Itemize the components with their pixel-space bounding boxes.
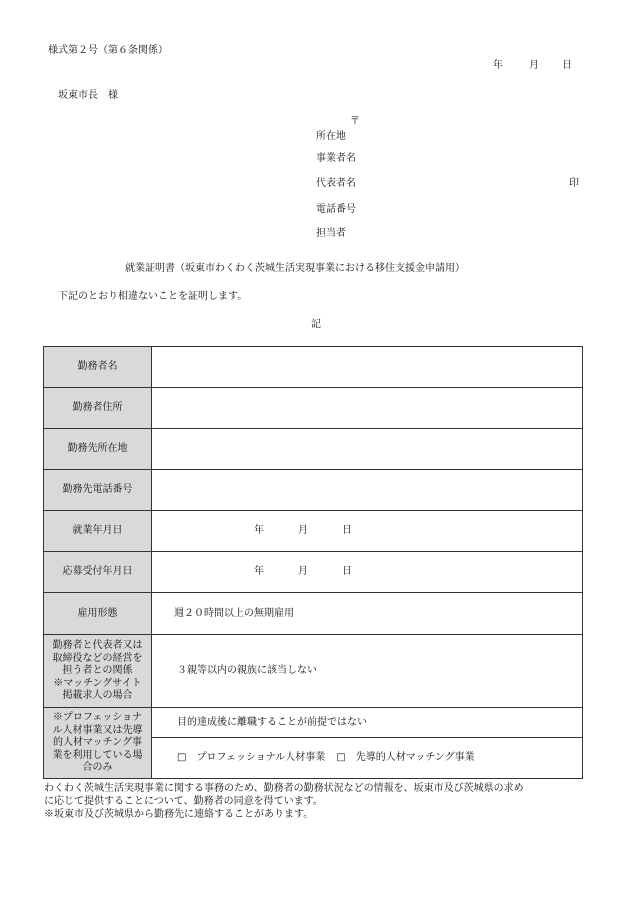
professional-label-line: ※プロフェッショナ <box>52 712 143 724</box>
table-row <box>44 635 583 708</box>
professional-label-line: 的人材マッチング事 <box>53 737 142 749</box>
program-checkboxes <box>152 738 583 779</box>
table-row <box>44 708 583 738</box>
consent-note-line: わくわく茨城生活実現事業に関する事務のため、勤務者の勤務状況などの情報を、坂東市及び茨城県の求め <box>44 783 524 794</box>
worker-name-label: 勤務者名 <box>44 347 152 388</box>
employment-date-month: 月 <box>298 525 308 536</box>
table-row <box>44 347 583 388</box>
professional-label-line: ル人材事業又は先導 <box>52 724 143 736</box>
application-date-field[interactable] <box>152 552 583 593</box>
workplace-address-field[interactable] <box>152 429 583 470</box>
form-number: 様式第２号（第６条関係） <box>48 45 168 56</box>
addressee: 坂東市長 様 <box>58 90 118 101</box>
worker-address-label: 勤務者住所 <box>44 388 152 429</box>
employment-date-label: 就業年月日 <box>44 511 152 552</box>
application-date-label: 応募受付年月日 <box>44 552 152 593</box>
relation-label <box>44 635 152 708</box>
employment-date-year: 年 <box>254 525 264 536</box>
worker-name-field[interactable] <box>152 347 583 388</box>
address-label: 所在地 <box>316 131 346 142</box>
document-title: 就業証明書（坂東市わくわく茨城生活実現事業における移住支援金申請用） <box>125 263 465 274</box>
employment-date-day: 日 <box>342 525 352 536</box>
application-date-month: 月 <box>298 566 308 577</box>
contact-label: 担当者 <box>316 228 346 239</box>
table-row <box>44 470 583 511</box>
worker-address-field[interactable] <box>152 388 583 429</box>
date-day-label: 日 <box>562 60 572 71</box>
professional-talent-checkbox[interactable]: □ プロフェッショナル人材事業 <box>177 752 326 763</box>
professional-label-line: 業を利用している場 <box>52 749 143 761</box>
contact-note-line: ※坂東市及び茨城県から勤務先に連絡することがあります。 <box>44 809 314 820</box>
relation-label-line: 取締役などの経営を <box>52 652 143 664</box>
date-month-label: 月 <box>529 60 539 71</box>
workplace-address-label: 勤務先所在地 <box>44 429 152 470</box>
certification-table <box>43 346 583 779</box>
intro-text: 下記のとおり相違ないことを証明します。 <box>58 291 248 302</box>
relation-label-line: 担う者との関係 <box>62 665 133 677</box>
professional-label-line: 合のみ <box>82 762 113 774</box>
workplace-phone-field[interactable] <box>152 470 583 511</box>
relation-label-line: 勤務者と代表者又は <box>52 640 143 652</box>
professional-condition-value: 目的達成後に離職することが前提ではない <box>152 708 583 738</box>
employment-date-field[interactable] <box>152 511 583 552</box>
table-row <box>44 388 583 429</box>
relation-label-line: 掲載求人の場合 <box>62 690 133 702</box>
relation-value: ３親等以内の親族に該当しない <box>152 635 583 708</box>
application-date-day: 日 <box>342 566 352 577</box>
ki-mark: 記 <box>311 319 321 330</box>
professional-label <box>44 708 152 779</box>
application-date-year: 年 <box>254 566 264 577</box>
employment-type-value: 週２０時間以上の無期雇用 <box>152 593 583 635</box>
seal-mark: 印 <box>569 178 579 189</box>
table-row <box>44 429 583 470</box>
table-row <box>44 552 583 593</box>
leading-talent-matching-checkbox[interactable]: □ 先導的人材マッチング事業 <box>336 752 475 763</box>
business-name-label: 事業者名 <box>316 153 356 164</box>
representative-label: 代表者名 <box>316 178 356 189</box>
table-row <box>44 593 583 635</box>
table-row <box>44 511 583 552</box>
consent-notes <box>44 782 589 821</box>
employment-type-label: 雇用形態 <box>44 593 152 635</box>
relation-label-line: ※マッチングサイト <box>53 677 142 689</box>
phone-label: 電話番号 <box>316 204 356 215</box>
workplace-phone-label: 勤務先電話番号 <box>44 470 152 511</box>
postal-mark: 〒 <box>350 116 360 127</box>
date-year-label: 年 <box>493 60 503 71</box>
consent-note-line: に応じて提供することについて、勤務者の同意を得ています。 <box>44 796 323 807</box>
